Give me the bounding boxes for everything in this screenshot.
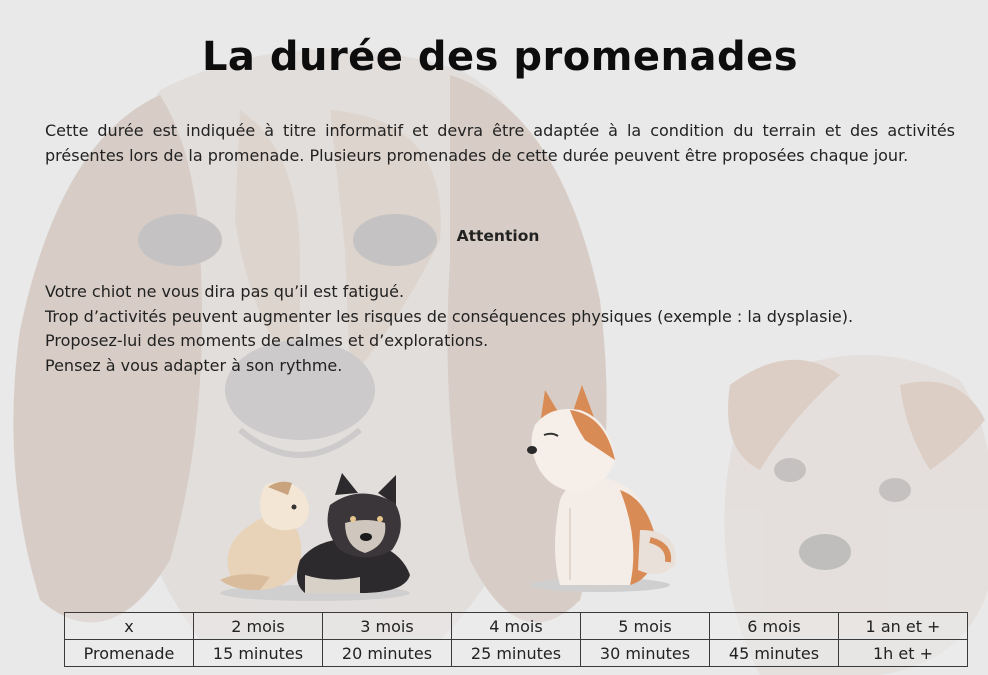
intro-paragraph: Cette durée est indiquée à titre informatif et devra être adaptée à la condition du terrain et des activités présentes lors de la promenade. Plusieurs promenades de cette durée peuvent être proposées chaque jour. — [45, 121, 955, 165]
attention-heading: Attention — [456, 227, 540, 245]
advice-list — [45, 280, 975, 378]
table-cell: 5 mois — [581, 613, 710, 640]
table-cell: 45 minutes — [710, 640, 839, 667]
advice-item: Trop d’activités peuvent augmenter les risques de conséquences physiques (exemple : la dysplasie). — [45, 306, 854, 326]
walk-duration-table — [64, 612, 968, 667]
table-cell: x — [65, 613, 194, 640]
table-cell: Promenade — [65, 640, 194, 667]
table-cell: 1 an et + — [839, 613, 968, 640]
table-cell: 20 minutes — [323, 640, 452, 667]
table-row — [65, 613, 968, 640]
table-cell: 30 minutes — [581, 640, 710, 667]
table-cell: 4 mois — [452, 613, 581, 640]
advice-item: Votre chiot ne vous dira pas qu’il est fatigué. — [45, 282, 405, 301]
table-cell: 6 mois — [710, 613, 839, 640]
sitting-shiba-puppy — [520, 380, 690, 595]
page-title: La durée des promenades — [201, 34, 799, 80]
advice-item: Proposez-lui des moments de calmes et d’explorations. — [45, 331, 489, 350]
table-cell: 15 minutes — [194, 640, 323, 667]
table-row — [65, 640, 968, 667]
table-cell: 2 mois — [194, 613, 323, 640]
lying-puppies — [210, 465, 425, 605]
table-cell: 1h et + — [839, 640, 968, 667]
table-cell: 3 mois — [323, 613, 452, 640]
advice-item: Pensez à vous adapter à son rythme. — [45, 355, 343, 375]
table-cell: 25 minutes — [452, 640, 581, 667]
